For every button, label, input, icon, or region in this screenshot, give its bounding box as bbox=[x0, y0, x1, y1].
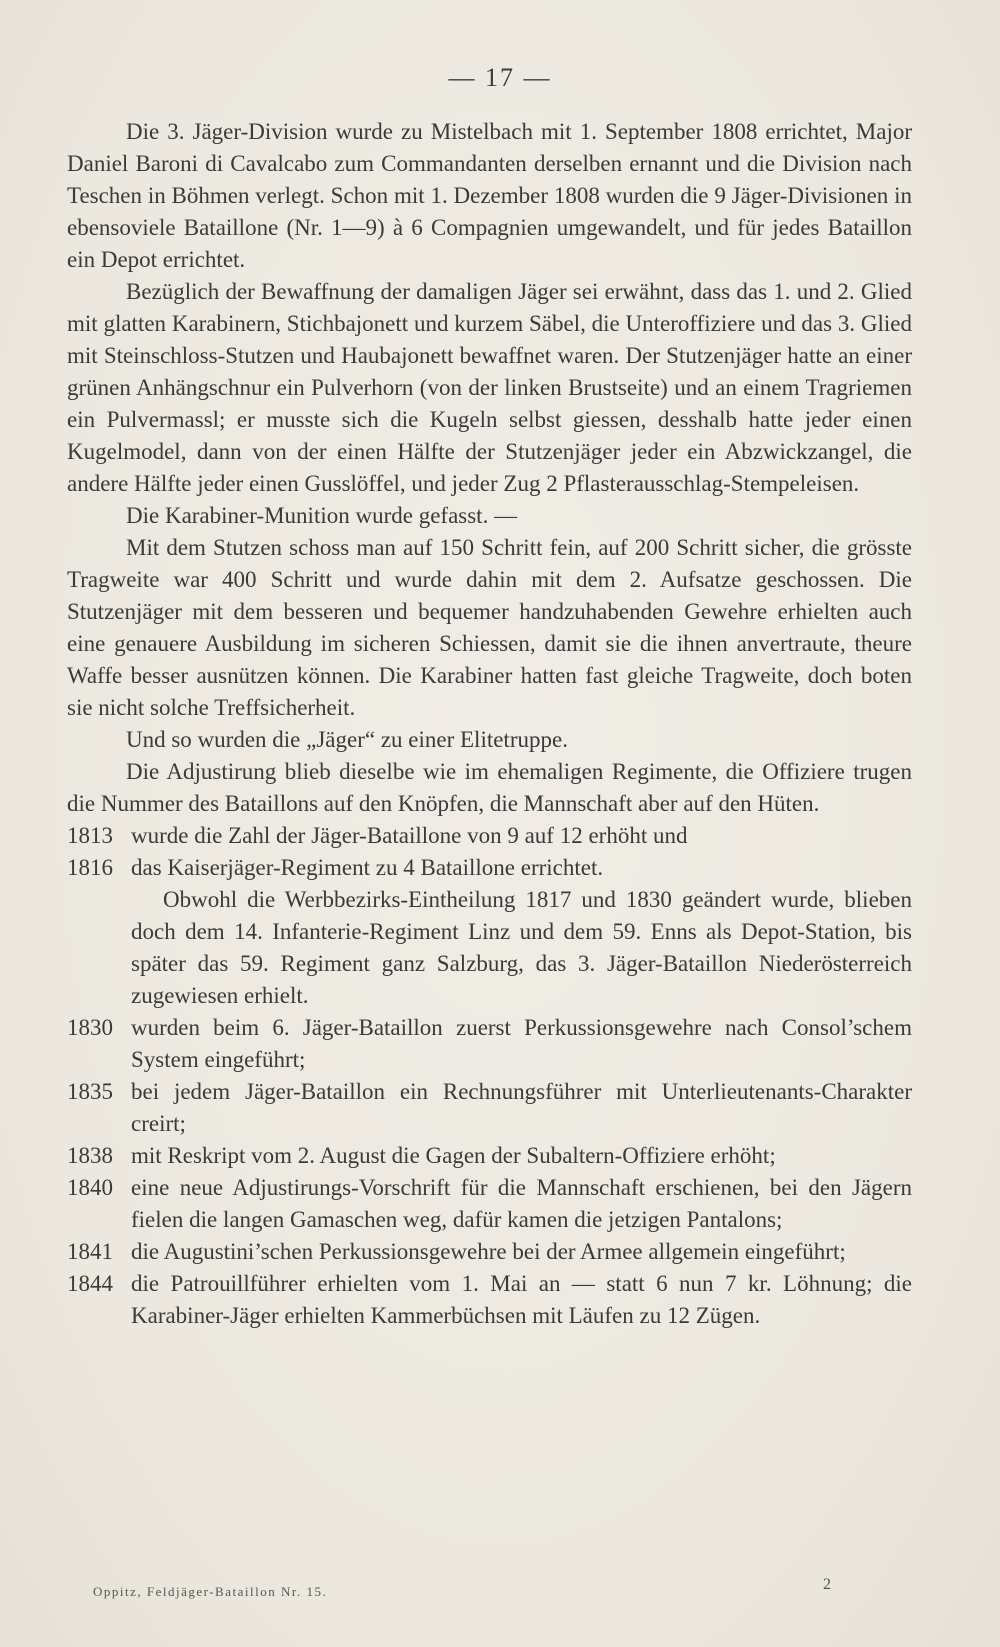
chronology-text: bei jedem Jäger-Bataillon ein Rechnungsführer mit Unterlieutenants-Charakter creirt; bbox=[131, 1079, 912, 1136]
chronology-text: das Kaiserjäger-Regiment zu 4 Bataillone errichtet. bbox=[131, 855, 604, 880]
chronology-year: 1813 bbox=[67, 823, 113, 848]
chronology-year: 1838 bbox=[67, 1143, 113, 1168]
paragraph: Bezüglich der Bewaffnung der damaligen Jäger sei erwähnt, dass das 1. und 2. Glied mit glatten Karabinern, Stichbajonett und kurzem Säbel, die Unteroffiziere und das 3. Glied mit Steinschloss-Stutzen und Haubajonett bewaffnet waren. Der Stutzenjäger hatte an einer grünen Anhängschnur ein Pulverhorn (von der linken Brustseite) und an einem Tragriemen ein Pulvermassl; er musste sich die Kugeln selbst giessen, desshalb hatte jeder einen Kugelmodel, dann von der einen Hälfte der Stutzenjäger jeder ein Abzwickzangel, die andere Hälfte jeder einen Gusslöffel, und jeder Zug 2 Pflasterausschlag-Stempeleisen. bbox=[67, 279, 912, 496]
chronology-year: 1840 bbox=[67, 1175, 113, 1200]
chronology-entry bbox=[67, 852, 912, 884]
chronology-year: 1830 bbox=[67, 1015, 113, 1040]
paragraph: Und so wurden die „Jäger“ zu einer Elitetruppe. bbox=[126, 727, 568, 752]
chronology-entry bbox=[67, 1076, 912, 1140]
chronology-year: 1835 bbox=[67, 1079, 113, 1104]
chronology-entry bbox=[67, 1012, 912, 1076]
chronology-text: die Augustini’schen Perkussionsgewehre bei der Armee allgemein eingeführt; bbox=[131, 1239, 846, 1264]
paragraph: Die 3. Jäger-Division wurde zu Mistelbach mit 1. September 1808 errichtet, Major Daniel Baroni di Cavalcabo zum Commandanten derselben ernannt und die Division nach Teschen in Böhmen verlegt. Schon mit 1. Dezember 1808 wurden die 9 Jäger-Divisionen in ebensoviele Bataillone (Nr. 1—9) à 6 Compagnien umgewandelt, und für jedes Bataillon ein Depot errichtet. bbox=[67, 119, 912, 272]
footer-source: Oppitz, Feldjäger-Bataillon Nr. 15. bbox=[93, 1584, 328, 1599]
paragraph: Die Adjustirung blieb dieselbe wie im ehemaligen Regimente, die Offiziere trugen die Nummer des Bataillons auf den Knöpfen, die Mannschaft aber auf den Hüten. bbox=[67, 759, 912, 816]
chronology-entry bbox=[67, 1140, 912, 1172]
chronology-text: mit Reskript vom 2. August die Gagen der Subaltern-Offiziere erhöht; bbox=[131, 1143, 776, 1168]
chronology-year: 1816 bbox=[67, 855, 113, 880]
chronology-text: Obwohl die Werbbezirks-Eintheilung 1817 und 1830 geändert wurde, blieben doch dem 14. Infanterie-Regiment Linz und dem 59. Enns als Depot-Station, bis später das 59. Regiment ganz Salzburg, das 3. Jäger-Bataillon Niederösterreich zugewiesen erhielt. bbox=[131, 887, 912, 1008]
chronology-entry bbox=[67, 1268, 912, 1332]
chronology-text: eine neue Adjustirungs-Vorschrift für die Mannschaft erschienen, bei den Jägern fielen die langen Gamaschen weg, dafür kamen die jetzigen Pantalons; bbox=[131, 1175, 912, 1232]
chronology-text: wurden beim 6. Jäger-Bataillon zuerst Perkussionsgewehre nach Consol’schem System eingeführt; bbox=[131, 1015, 912, 1072]
chronology-entry bbox=[67, 1236, 912, 1268]
chronology-year: 1844 bbox=[67, 1271, 113, 1296]
chronology-year: 1841 bbox=[67, 1239, 113, 1264]
chronology-list bbox=[67, 820, 912, 1332]
chronology-entry bbox=[67, 820, 912, 852]
signature-mark: 2 bbox=[823, 1576, 831, 1593]
chronology-text: die Patrouillführer erhielten vom 1. Mai an — statt 6 nun 7 kr. Löhnung; die Karabiner-Jäger erhielten Kammerbüchsen mit Läufen zu 12 Zügen. bbox=[131, 1271, 912, 1328]
page-number: — 17 — bbox=[448, 63, 552, 92]
chronology-entry bbox=[67, 884, 912, 1012]
paragraph: Mit dem Stutzen schoss man auf 150 Schritt fein, auf 200 Schritt sicher, die grösste Tragweite war 400 Schritt und wurde dahin mit dem 2. Aufsatze geschossen. Die Stutzenjäger mit dem besseren und bequemer handzuhabenden Gewehre erhielten auch eine genauere Ausbildung im sicheren Schiessen, damit sie die ihnen anvertraute, theure Waffe besser ausnützen können. Die Karabiner hatten fast gleiche Tragweite, doch boten sie nicht solche Treffsicherheit. bbox=[67, 535, 912, 720]
chronology-text: wurde die Zahl der Jäger-Bataillone von 9 auf 12 erhöht und bbox=[131, 823, 688, 848]
body-text bbox=[67, 116, 912, 1332]
paragraph: Die Karabiner-Munition wurde gefasst. — bbox=[126, 503, 518, 528]
chronology-entry bbox=[67, 1172, 912, 1236]
